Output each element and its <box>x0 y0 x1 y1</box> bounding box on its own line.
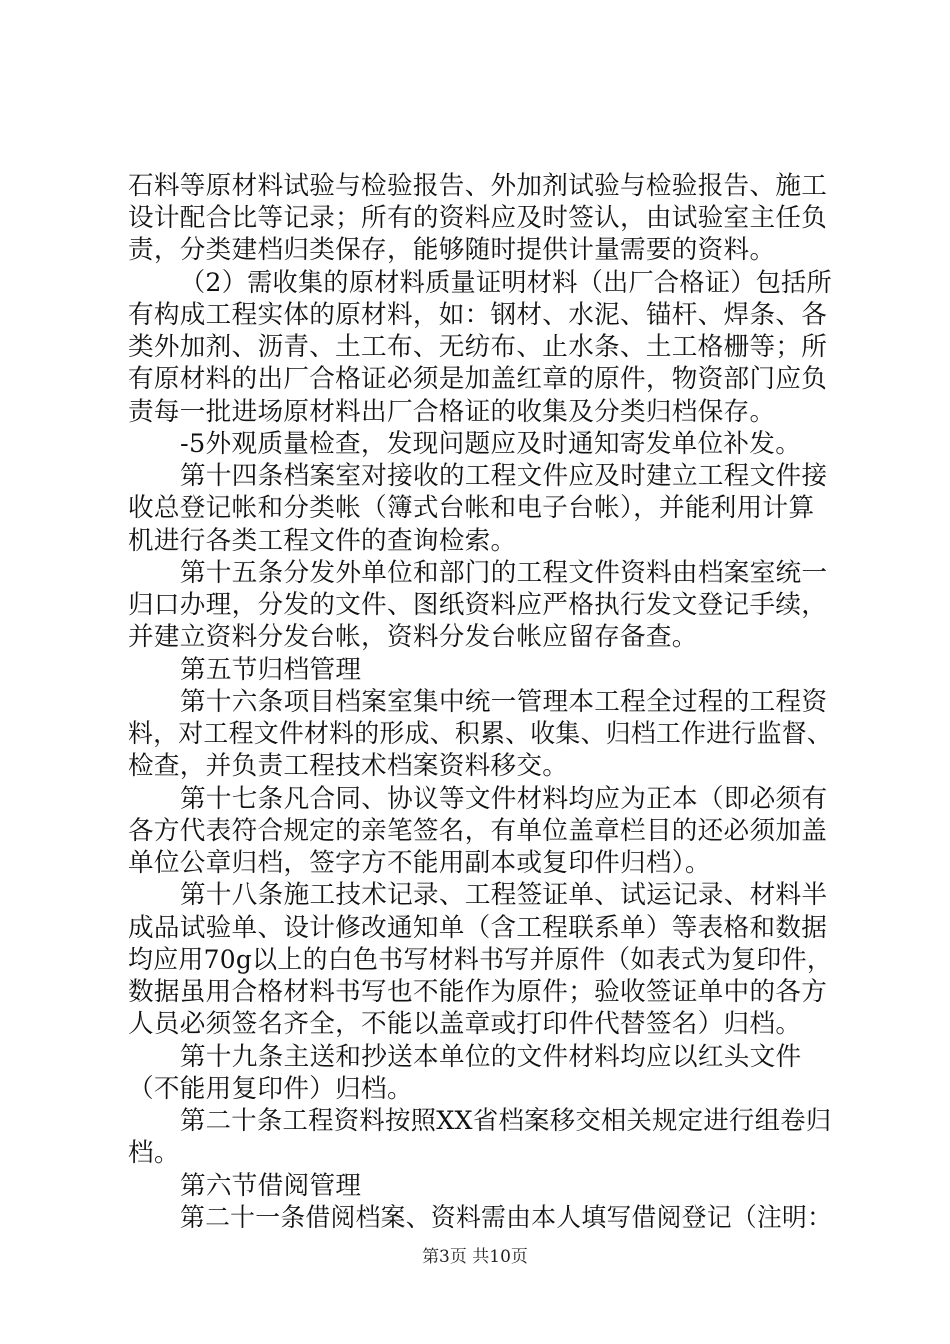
text-line: 设计配合比等记录；所有的资料应及时签认，由试验室主任负 <box>128 203 828 233</box>
text-line: 第十五条分发外单位和部门的工程文件资料由档案室统一 <box>180 558 828 588</box>
text-line: 有原材料的出厂合格证必须是加盖红章的原件，物资部门应负 <box>128 364 828 394</box>
text-line: 人员必须签名齐全，不能以盖章或打印件代替签名）归档。 <box>128 1009 802 1039</box>
text-line: 类外加剂、沥青、土工布、无纺布、止水条、土工格栅等；所 <box>128 332 828 362</box>
text-line: 责，分类建档归类保存，能够随时提供计量需要的资料。 <box>128 235 776 265</box>
text-line: -5外观质量检查，发现问题应及时通知寄发单位补发。 <box>180 429 802 459</box>
text-line: 第二十一条借阅档案、资料需由本人填写借阅登记（注明： <box>180 1203 833 1233</box>
text-line: 成品试验单、设计修改通知单（含工程联系单）等表格和数据 <box>128 913 828 943</box>
text-line: 第十九条主送和抄送本单位的文件材料均应以红头文件 <box>180 1042 802 1072</box>
text-line: 第二十条工程资料按照XX省档案移交相关规定进行组卷归 <box>180 1106 832 1136</box>
text-line: （不能用复印件）归档。 <box>128 1074 413 1104</box>
text-line: 料，对工程文件材料的形成、积累、收集、归档工作进行监督、 <box>128 719 833 749</box>
text-line: 检查，并负责工程技术档案资料移交。 <box>128 751 569 781</box>
page-number: 第3页 共10页 <box>422 1247 528 1267</box>
text-line: 各方代表符合规定的亲笔签名，有单位盖章栏目的还必须加盖 <box>128 816 828 846</box>
text-line: 机进行各类工程文件的查询检索。 <box>128 526 517 556</box>
text-line: 数据虽用合格材料书写也不能作为原件；验收签证单中的各方 <box>128 977 828 1007</box>
text-line: 石料等原材料试验与检验报告、外加剂试验与检验报告、施工 <box>128 171 828 201</box>
text-line: 收总登记帐和分类帐（簿式台帐和电子台帐），并能利用计算 <box>128 493 815 523</box>
text-line: （2）需收集的原材料质量证明材料（出厂合格证）包括所 <box>180 268 832 298</box>
text-line: 并建立资料分发台帐，资料分发台帐应留存备查。 <box>128 622 698 652</box>
section-heading: 第六节借阅管理 <box>180 1171 362 1201</box>
text-line: 责每一批进场原材料出厂合格证的收集及分类归档保存。 <box>128 397 776 427</box>
text-line: 第十四条档案室对接收的工程文件应及时建立工程文件接 <box>180 461 828 491</box>
text-line: 档。 <box>128 1138 180 1168</box>
text-line: 单位公章归档，签字方不能用副本或复印件归档）。 <box>128 848 711 878</box>
text-line: 第十八条施工技术记录、工程签证单、试运记录、材料半 <box>180 880 828 910</box>
section-heading: 第五节归档管理 <box>180 655 362 685</box>
text-line: 第十六条项目档案室集中统一管理本工程全过程的工程资 <box>180 687 828 717</box>
text-line: 均应用70g以上的白色书写材料书写并原件（如表式为复印件， <box>128 945 833 975</box>
text-line: 归口办理，分发的文件、图纸资料应严格执行发文登记手续， <box>128 590 828 620</box>
text-line: 有构成工程实体的原材料，如：钢材、水泥、锚杆、焊条、各 <box>128 300 828 330</box>
text-line: 第十七条凡合同、协议等文件材料均应为正本（即必须有 <box>180 784 828 814</box>
